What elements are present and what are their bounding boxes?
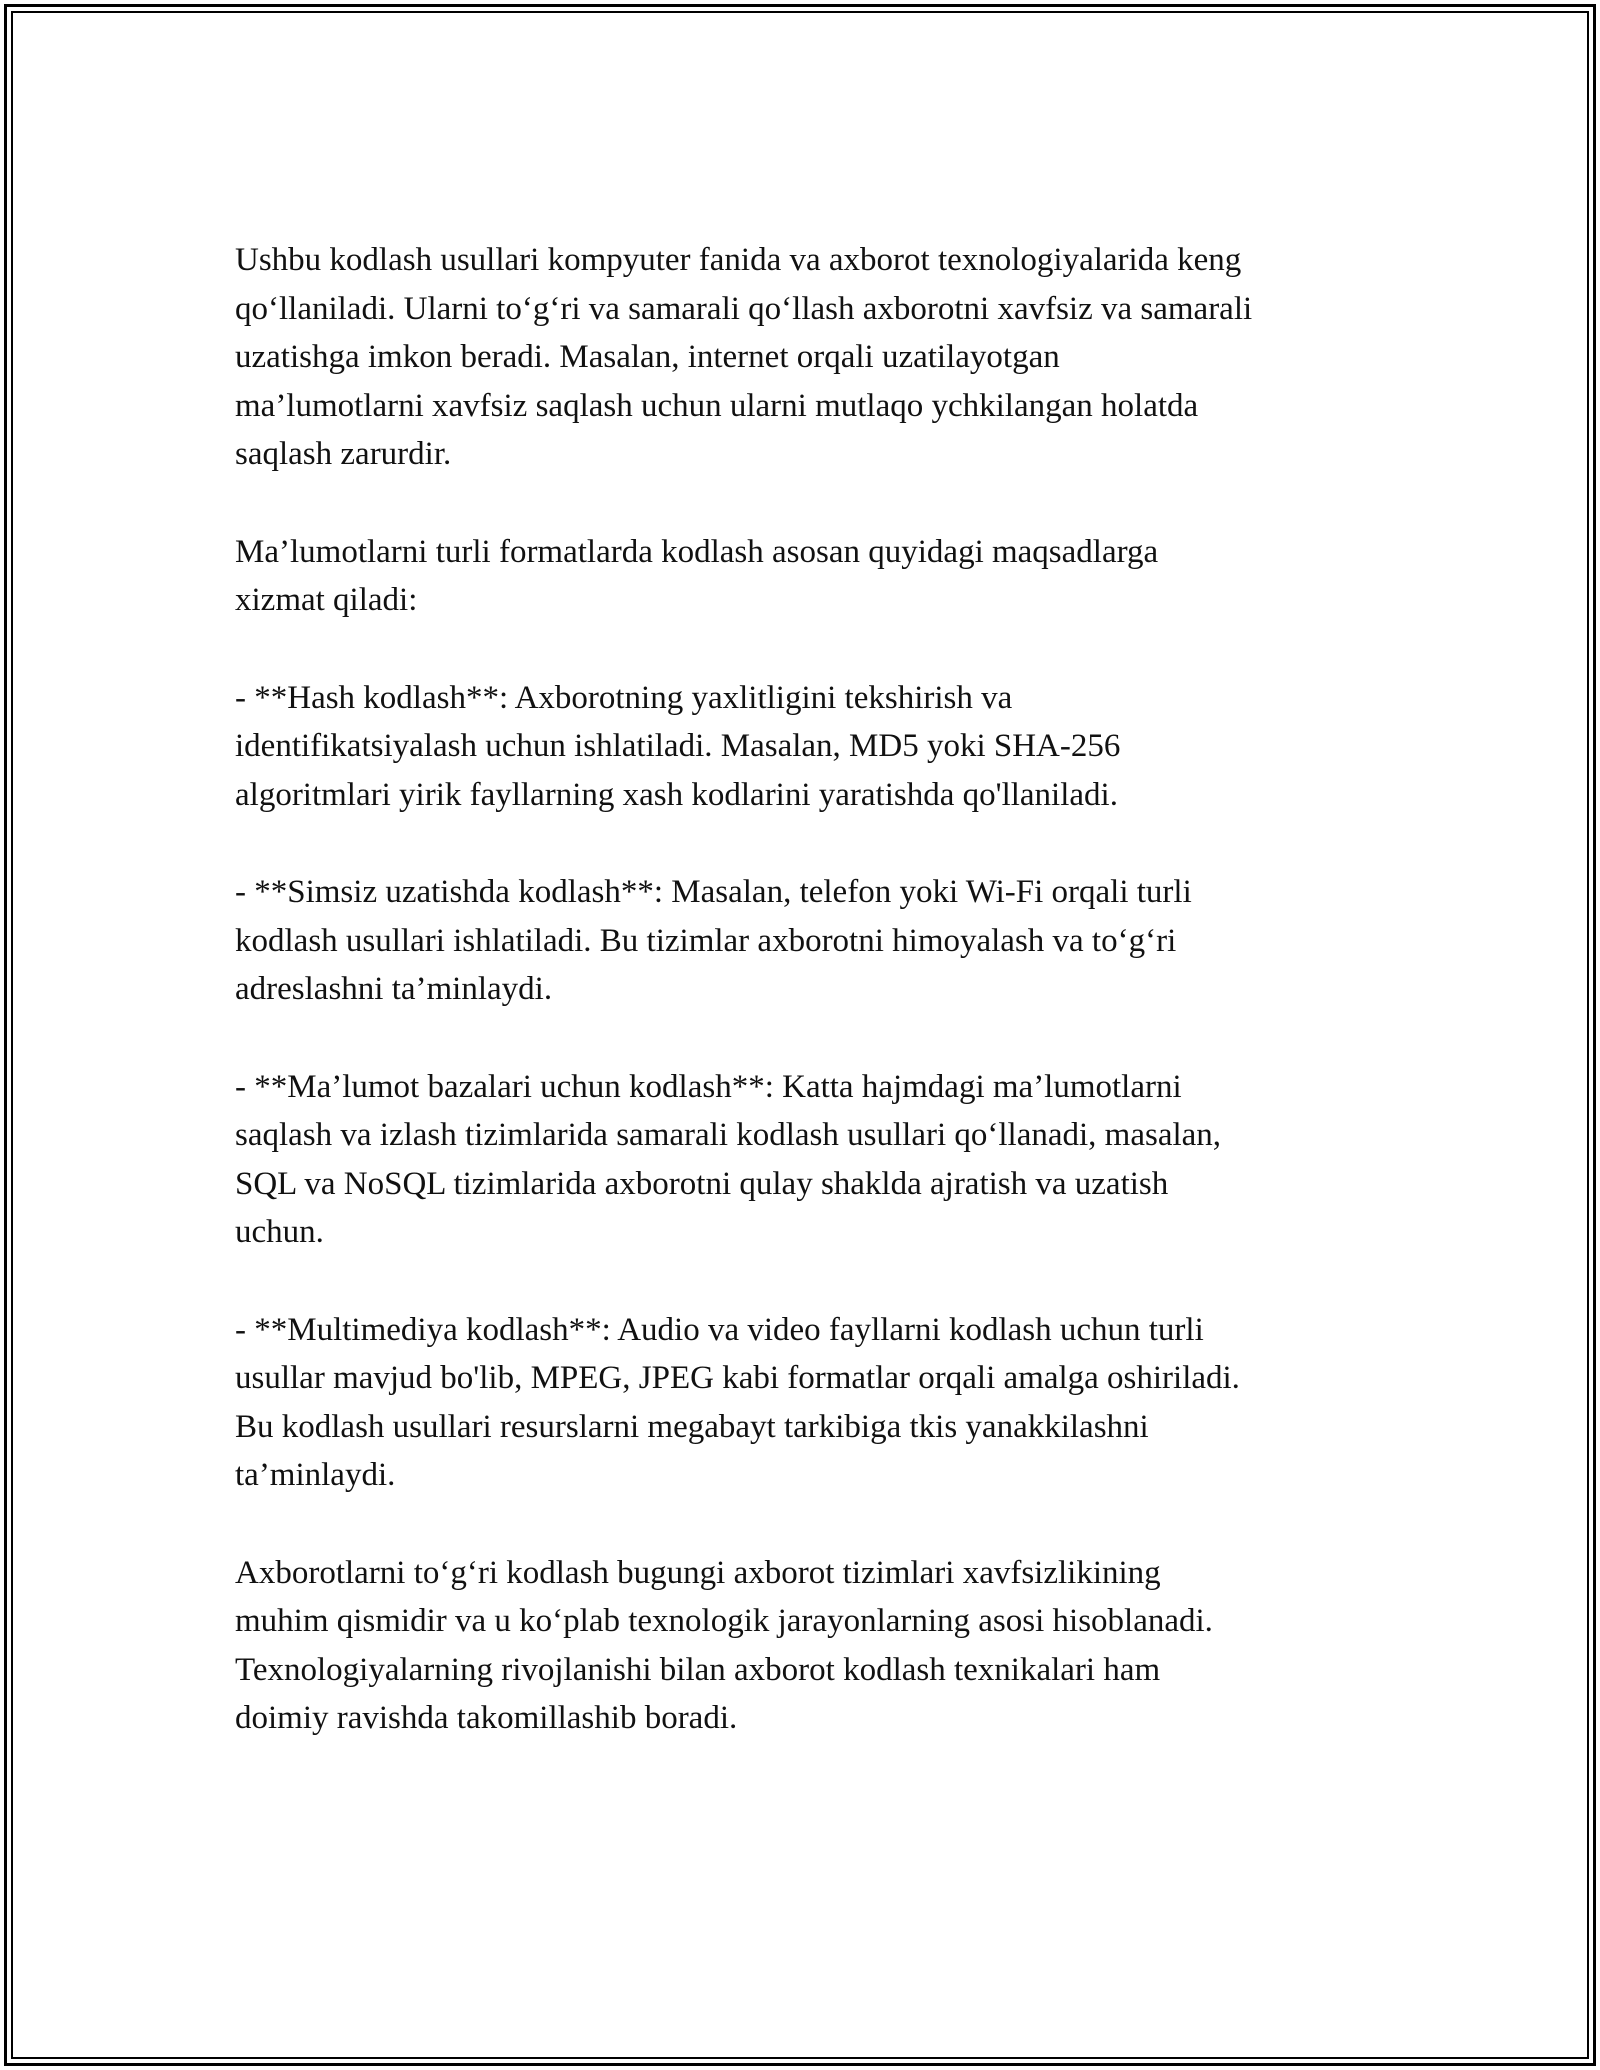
- list-item-multimedia-coding: - **Multimediya kodlash**: Audio va video fayllarni kodlash uchun turli usullar mavjud bo'lib, MPEG, JPEG kabi formatlar orqali amalga oshiriladi. Bu kodlash usullari resurslarni megabayt tarkibiga tkis yanakkilashni ta’minlaydi.: [235, 1311, 1240, 1493]
- paragraph-purposes-lead: Ma’lumotlarni turli formatlarda kodlash asosan quyidagi maqsadlarga xizmat qiladi:: [235, 533, 1159, 618]
- paragraph-intro: Ushbu kodlash usullari kompyuter fanida va axborot texnologiyalarida keng qo‘llaniladi. Ularni to‘g‘ri va samarali qo‘llash axborotni xavfsiz va samarali uzatishga imkon beradi. Masalan, internet orqali uzatilayotgan ma’lumotlarni xavfsiz saqlash uchun ularni mutlaqo ychkilangan holatda saqlash zarurdir.: [235, 242, 1253, 472]
- paragraph-conclusion: Axborotlarni to‘g‘ri kodlash bugungi axborot tizimlari xavfsizlikining muhim qismidir va u ko‘plab texnologik jarayonlarning asosi hisoblanadi. Texnologiyalarning rivojlanishi bilan axborot kodlash texnikalari ham doimiy ravishda takomillashib boradi.: [235, 1554, 1213, 1736]
- document-body: [235, 236, 1385, 1743]
- list-item-hash-coding: - **Hash kodlash**: Axborotning yaxlitligini tekshirish va identifikatsiyalash uchun ishlatiladi. Masalan, MD5 yoki SHA-256 algoritmlari yirik fayllarning xash kodlarini yaratishda qo'llaniladi.: [235, 679, 1121, 813]
- list-item-wireless-coding: - **Simsiz uzatishda kodlash**: Masalan, telefon yoki Wi-Fi orqali turli kodlash usullari ishlatiladi. Bu tizimlar axborotni himoyalash va to‘g‘ri adreslashni ta’minlaydi.: [235, 874, 1192, 1007]
- list-item-database-coding: - **Ma’lumot bazalari uchun kodlash**: Katta hajmdagi ma’lumotlarni saqlash va izlash tizimlarida samarali kodlash usullari qo‘llanadi, masalan, SQL va NoSQL tizimlarida axborotni qulay shaklda ajratish va uzatish uchun.: [235, 1068, 1222, 1250]
